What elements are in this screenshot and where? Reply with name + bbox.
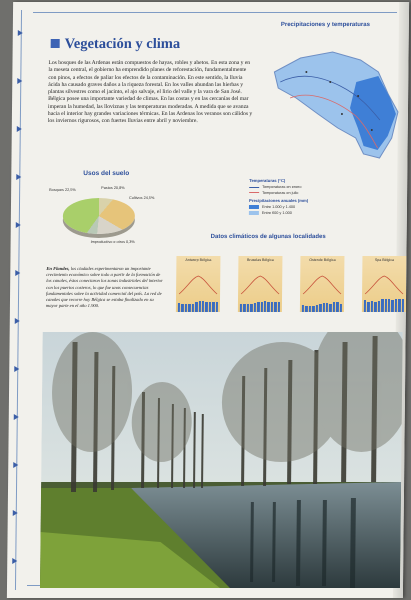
pie-label-pastures: Pastos 20,8% (101, 186, 125, 190)
climate-chart (294, 250, 351, 320)
precipitation-bar (371, 301, 374, 312)
pie-label-forests: Bosques 22,5% (49, 188, 76, 192)
precipitation-legend-title: Precipitaciones anuales (mm) (249, 198, 309, 203)
legend-item (249, 191, 301, 195)
precipitation-bar (367, 302, 370, 313)
precipitation-bar (178, 303, 181, 312)
station-name: Antwerp Bélgica (185, 258, 212, 262)
low-precip-swatch (249, 211, 259, 215)
climate-chart (356, 250, 409, 320)
precipitation-bar (364, 300, 367, 312)
precipitation-bar (402, 299, 405, 312)
climate-chart (232, 250, 289, 320)
precipitation-bar (319, 304, 322, 312)
precipitation-bar (316, 305, 318, 312)
temperature-legend (249, 178, 301, 196)
precipitation-bar (374, 302, 377, 312)
precipitation-bar (384, 299, 387, 312)
precipitation-bar (274, 302, 277, 312)
high-precip-swatch (249, 205, 259, 209)
precipitation-bar (185, 304, 188, 312)
precipitation-bar (202, 301, 205, 312)
intro-paragraph: Los bosques de las Ardenas están compuestos de hayas, robles y abetos. En esta zona y en la meseta central, el gobierno ha emprendido planes de reforestación, fundamentalmente con pinos, a efectos de paliar los efectos de la contaminación. En este sentido, la lluvia ácida ha causado graves daños a la riqueza forestal. En los valles abundan las hierbas y plantas silvestres como el jacinto, el ajo salvaje, el lirio del valle y la vara de San José. Bélgica posee una importante variedad de climas. En las costas y en las cercanías del mar imperan la humedad, las lloviznas y las temperaturas moderadas. A medida que se avanza hacia el interior hay grandes variaciones térmicas. En las Ardenas los veranos son cálidos y los inviernos rigurosos, con fuertes lluvias entre abril y noviembre. (47, 60, 253, 125)
precipitation-bar (329, 304, 332, 312)
precipitation-bar (195, 302, 198, 312)
temperature-legend-title: Temperaturas (°C) (249, 178, 286, 183)
legend-label: Entre 1.000 y 1.400 (261, 205, 296, 209)
land-use-pie (63, 198, 135, 234)
precipitation-legend (249, 198, 308, 216)
station-name: Spa Bélgica (374, 258, 395, 262)
precipitation-bar (181, 304, 184, 312)
precipitation-bar (198, 301, 201, 312)
precipitation-bar (333, 302, 336, 312)
july-line-swatch (249, 192, 259, 193)
precipitation-bar (302, 305, 304, 312)
flanders-lead: En Flandes, (46, 266, 70, 271)
precipitation-bar (378, 301, 381, 312)
precipitation-bar (205, 302, 208, 312)
precipitation-bar (240, 304, 243, 312)
left-border-line (15, 10, 22, 590)
precipitation-bar (247, 304, 250, 312)
precipitation-bar (188, 304, 191, 312)
station-name: Ostende Bélgica (309, 258, 336, 262)
precipitation-bar (381, 299, 384, 312)
precipitation-bar (254, 303, 257, 312)
precipitation-bar (278, 302, 281, 313)
precipitation-bar (264, 301, 267, 312)
margin-triangle (12, 558, 17, 564)
climate-chart (170, 250, 227, 320)
legend-label: Entre 600 y 1.000 (261, 210, 292, 215)
precipitation-bars (178, 298, 218, 312)
belgium-map (259, 42, 406, 172)
station-name: Bruselas Bélgica (247, 258, 274, 262)
precipitation-bars (302, 298, 342, 312)
top-border-line (33, 12, 397, 13)
margin-triangle (13, 510, 18, 516)
legend-item (249, 185, 301, 189)
precipitation-bar (250, 304, 253, 312)
margin-triangle (14, 366, 19, 372)
precipitation-bar (388, 299, 391, 312)
precipitation-bar (260, 302, 263, 313)
precipitation-bar (305, 306, 307, 312)
legend-item (249, 205, 308, 209)
land-use-title: Usos del suelo (83, 170, 130, 177)
legend-label: Temperaturas en julio (262, 190, 299, 195)
precipitation-bar (326, 303, 329, 312)
margin-triangle (15, 318, 20, 324)
precipitation-bar (212, 302, 215, 313)
margin-triangle (14, 414, 19, 420)
margin-triangle (15, 270, 20, 276)
legend-item (249, 211, 308, 215)
january-line-swatch (249, 187, 259, 188)
precipitation-bar (257, 302, 260, 313)
precipitation-bar (209, 302, 212, 312)
belgium-map-shape (259, 42, 406, 172)
margin-triangle (16, 174, 21, 180)
title-square-icon (51, 39, 60, 48)
pie-label-other: Improductivo e otros 0,3% (90, 240, 135, 244)
margin-triangle (18, 30, 23, 36)
margin-triangle (17, 126, 22, 132)
precipitation-bar (395, 299, 398, 312)
margin-triangle (13, 462, 18, 468)
margin-triangle (17, 78, 22, 84)
page-title-text: Vegetación y clima (64, 36, 181, 52)
precipitation-bar (192, 304, 195, 312)
flanders-paragraph (46, 266, 164, 309)
canal-photo-image (40, 332, 403, 588)
precipitation-bar (267, 302, 270, 312)
precipitation-bar (243, 304, 246, 312)
map-title: Precipitaciones y temperaturas (280, 22, 370, 28)
precipitation-bar (271, 302, 274, 313)
magazine-page (7, 2, 409, 598)
climate-title: Datos climáticos de algunas localidades (210, 234, 326, 240)
canal-photo (40, 332, 403, 588)
page-title (51, 36, 181, 53)
pie-label-crops: Cultivos 24,5% (129, 196, 155, 200)
margin-triangle (16, 222, 21, 228)
precipitation-bar (216, 302, 219, 312)
precipitation-bar (336, 302, 339, 313)
flanders-text: los ciudades experimentaron un importante crecimiento económico sobre todo a partir de la formación de los canales, éstos conectaron los zonas industriales del interior con los puertos costeros, lo que fue unas consecuencias fundamentales sobre la actividad comercial del país. La red de canales que recorre hoy Bélgica se estaba finalizado en su mayor parte en el año 1.900. (45, 266, 163, 309)
precipitation-bars (240, 298, 280, 312)
precipitation-bar (398, 299, 401, 312)
precipitation-bar (391, 300, 394, 312)
precipitation-bar (340, 304, 343, 312)
precipitation-bar (309, 306, 311, 312)
precipitation-bars (364, 298, 404, 312)
legend-label: Temperaturas en enero (262, 185, 302, 189)
precipitation-bar (322, 303, 325, 312)
precipitation-bar (312, 306, 314, 312)
